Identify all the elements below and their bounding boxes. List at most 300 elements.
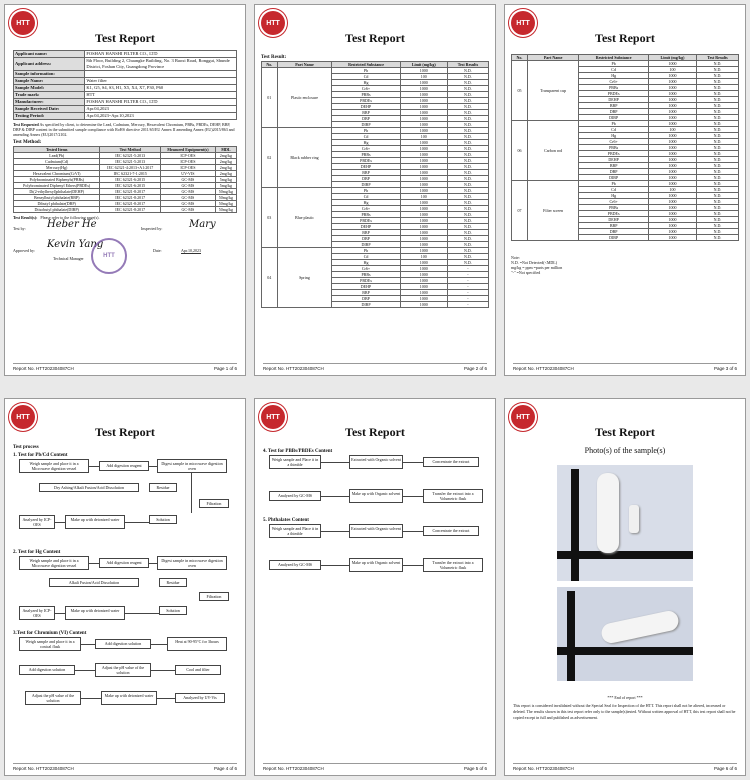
substance-name: DIBP: [579, 175, 649, 181]
flow-step: Filtration: [199, 499, 229, 508]
substance-name: PBBs: [332, 92, 400, 98]
test-result: N.D.: [447, 242, 488, 248]
info-row: [14, 58, 237, 71]
substance-name: PBBs: [332, 212, 400, 218]
test-result: N.D.: [447, 170, 488, 176]
test-result: N.D.: [697, 175, 739, 181]
flow-step: Make up with deionized water: [65, 606, 125, 620]
result-header: No.: [512, 55, 528, 61]
substance-name: Hg: [332, 200, 400, 206]
page-footer: Report No. HTT202304087CH Page 2 of 6: [263, 363, 487, 371]
substance-name: DBP: [579, 109, 649, 115]
substance-name: Pb: [332, 128, 400, 134]
page-title: Test Report: [595, 31, 655, 45]
approved-by-row: Approved by: Kevin Yang Technical Manager HTT Date: Apr.10,2023: [13, 248, 237, 266]
page-title: Test Report: [345, 31, 405, 45]
section-cr6: 3.Test for Chromium (VI) Content: [13, 631, 87, 636]
test-result: N.D.: [697, 97, 739, 103]
limit-value: 1000: [400, 86, 447, 92]
test-result: N.D.: [697, 133, 739, 139]
photos-title: Photo(s) of the sample(s): [584, 446, 666, 455]
info-label: Sample Model:: [14, 85, 85, 92]
limit-value: 1000: [400, 158, 447, 164]
limit-value: 1000: [400, 152, 447, 158]
applicant-info-table: [13, 50, 237, 120]
test-result: N.D.: [697, 73, 739, 79]
flow-step: Add digestion solution: [95, 639, 151, 649]
test-result: N.D.: [697, 205, 739, 211]
limit-value: 1000: [400, 140, 447, 146]
substance-name: PBBs: [332, 272, 400, 278]
substance-name: Cd: [579, 187, 649, 193]
substance-name: PBBs: [579, 145, 649, 151]
limit-value: 1000: [400, 266, 447, 272]
substance-name: BBP: [332, 230, 400, 236]
substance-name: Pb: [332, 188, 400, 194]
limit-value: 1000: [400, 170, 447, 176]
test-result-line: Test Result(s): Please refer to the following page(s).: [13, 215, 100, 220]
method-header: Test Method: [100, 147, 161, 153]
flow-step: Make up with deionized water: [101, 691, 157, 705]
info-label: Applicant address:: [14, 58, 85, 71]
report-page-3: [504, 4, 746, 376]
limit-value: 1000: [400, 224, 447, 230]
test-result: N.D.: [447, 140, 488, 146]
flow-hg: [19, 556, 237, 628]
test-result: N.D.: [697, 157, 739, 163]
limit-value: 1000: [400, 242, 447, 248]
method-cell: 5mg/kg: [215, 183, 236, 189]
part-name: Carbon rod: [527, 121, 578, 181]
method-cell: IEC 62321-8:2017: [100, 189, 161, 195]
limit-value: 1000: [400, 68, 447, 74]
substance-name: Hg: [332, 260, 400, 266]
info-value: Water filter: [85, 78, 237, 85]
limit-value: 1000: [400, 278, 447, 284]
flow-step: Heat at 90-95°C for 3hours: [167, 637, 227, 651]
disclaimer: This report is considered invalidated without the Special Seal for Inspection of the HTT. This report shall not be altered, increased or deleted. The results shown in this test report refer only to the sample(s)tested. Without written approval of HTT, this test report shall not be copied except in full and published as advertisement.: [513, 703, 736, 720]
test-result: N.D.: [697, 139, 739, 145]
substance-name: DEHP: [579, 217, 649, 223]
substance-name: Cd: [332, 134, 400, 140]
flow-step: Dry Ashing/Alkali Fusion/Acid Dissolution: [39, 483, 139, 492]
limit-value: 1000: [400, 122, 447, 128]
substance-name: Cd: [332, 194, 400, 200]
substance-name: DIBP: [332, 122, 400, 128]
part-number: 03: [262, 188, 278, 248]
htt-logo: HTT: [11, 11, 35, 35]
test-by-row: Test by: Heber He Inspected by: Mary: [13, 219, 216, 231]
limit-value: 1000: [400, 104, 447, 110]
flow-step: Weigh sample and place it in a Microwave digestion vessel: [19, 459, 89, 473]
substance-name: Cr6+: [332, 206, 400, 212]
info-row: [14, 99, 237, 106]
test-result: N.D.: [447, 158, 488, 164]
substance-name: Pb: [579, 61, 649, 67]
limit-value: 100: [648, 187, 696, 193]
method-cell: ICP-OES: [161, 159, 216, 165]
test-result: N.D.: [697, 67, 739, 73]
result-header: Test Results: [447, 62, 488, 68]
test-result: N.D.: [447, 164, 488, 170]
htt-logo: HTT: [11, 405, 35, 429]
limit-value: 1000: [400, 284, 447, 290]
test-result: N.D.: [447, 236, 488, 242]
limit-value: 1000: [648, 85, 696, 91]
method-cell: GC-MS: [161, 195, 216, 201]
limit-value: 1000: [648, 133, 696, 139]
limit-value: 1000: [648, 229, 696, 235]
part-name: Transparent cup: [527, 61, 578, 121]
method-cell: Mercury(Hg): [14, 165, 100, 171]
part-name: Spring: [277, 248, 332, 308]
test-result: N.D.: [697, 211, 739, 217]
limit-value: 1000: [648, 205, 696, 211]
method-cell: 5mg/kg: [215, 177, 236, 183]
method-cell: 50mg/kg: [215, 207, 236, 213]
substance-name: Pb: [579, 121, 649, 127]
method-header: Measured Equipment(s): [161, 147, 216, 153]
substance-name: PBDEs: [332, 278, 400, 284]
result-header: Test Results: [697, 55, 739, 61]
flow-step: Analyzed by GC-MS: [269, 491, 321, 501]
test-result-table: [511, 54, 739, 241]
method-cell: Di(2-ethylhexyl)phthalate(DEHP): [14, 189, 100, 195]
method-cell: UV-VIS: [161, 171, 216, 177]
flow-step: Filtration: [199, 592, 229, 601]
flow-step: Extracted with Organic solvent: [349, 524, 403, 538]
limit-value: 1000: [400, 296, 447, 302]
test-result-table: [261, 61, 489, 308]
test-result: N.D.: [447, 110, 488, 116]
info-value: Apr.04,2023: [85, 106, 237, 113]
method-cell: Benzylbutyl phthalate(BBP): [14, 195, 100, 201]
limit-value: 1000: [648, 79, 696, 85]
info-row: [14, 51, 237, 58]
test-result: N.D.: [447, 134, 488, 140]
report-page-5: [254, 398, 496, 776]
limit-value: 1000: [648, 139, 696, 145]
test-result: N.D.: [697, 217, 739, 223]
substance-name: BBP: [332, 170, 400, 176]
substance-name: PBDEs: [579, 151, 649, 157]
test-result: N.D.: [447, 200, 488, 206]
method-cell: 50mg/kg: [215, 201, 236, 207]
substance-name: DBP: [332, 176, 400, 182]
method-cell: ICP-OES: [161, 153, 216, 159]
method-cell: Diisobutyl phthalate(DIBP): [14, 207, 100, 213]
page-footer: Report No. HTT202304087CH Page 5 of 6: [263, 763, 487, 771]
page-title: Test Report: [95, 31, 155, 45]
flow-step: Transfer the extract into a Volumetric flask: [423, 558, 483, 572]
limit-value: 1000: [648, 235, 696, 241]
info-label: Manufacturer:: [14, 99, 85, 106]
flow-step: Add digestion reagent: [99, 558, 149, 568]
result-header: Restricted Substance: [579, 55, 649, 61]
limit-value: 1000: [400, 200, 447, 206]
test-method-heading: Test Method:: [13, 140, 42, 145]
test-result: N.D.: [447, 230, 488, 236]
page-title: Test Report: [345, 425, 405, 439]
test-result: N.D.: [697, 229, 739, 235]
test-result: N.D.: [447, 146, 488, 152]
test-result: N.D.: [447, 116, 488, 122]
method-cell: IEC 62321-5:2013: [100, 153, 161, 159]
limit-value: 1000: [400, 146, 447, 152]
info-label: Applicant name:: [14, 51, 85, 58]
limit-value: 1000: [648, 169, 696, 175]
substance-name: DEHP: [332, 164, 400, 170]
test-result: -: [447, 284, 488, 290]
substance-name: Hg: [579, 133, 649, 139]
method-cell: GC-MS: [161, 189, 216, 195]
test-result: N.D.: [697, 223, 739, 229]
section-phthalates: 5. Phthalates Content: [263, 518, 309, 523]
inspect-signature: Mary: [189, 219, 216, 230]
limit-value: 1000: [648, 193, 696, 199]
substance-name: Pb: [579, 181, 649, 187]
flow-step: Add digestion solution: [19, 665, 75, 675]
result-header: Part Name: [527, 55, 578, 61]
limit-value: 1000: [400, 98, 447, 104]
limit-value: 1000: [400, 110, 447, 116]
substance-name: Cr6+: [579, 199, 649, 205]
test-result: N.D.: [447, 176, 488, 182]
report-page-6: [504, 398, 746, 776]
test-result: N.D.: [697, 103, 739, 109]
info-label: Trade mark:: [14, 92, 85, 99]
substance-name: PBDEs: [579, 91, 649, 97]
flow-step: Adjust the pH value of the solution: [25, 691, 81, 705]
report-page-2: [254, 4, 496, 376]
info-row: [14, 106, 237, 113]
test-result: -: [447, 290, 488, 296]
test-result: N.D.: [697, 61, 739, 67]
test-result: N.D.: [697, 145, 739, 151]
method-cell: GC-MS: [161, 201, 216, 207]
substance-name: DBP: [332, 296, 400, 302]
substance-name: DIBP: [332, 182, 400, 188]
test-result: N.D.: [447, 152, 488, 158]
substance-name: DEHP: [332, 284, 400, 290]
method-header: MDL: [215, 147, 236, 153]
flow-cr6: [19, 637, 237, 717]
substance-name: DBP: [332, 116, 400, 122]
limit-value: 1000: [400, 260, 447, 266]
limit-value: 100: [400, 194, 447, 200]
substance-name: DBP: [579, 169, 649, 175]
substance-name: BBP: [579, 163, 649, 169]
test-result: -: [447, 278, 488, 284]
limit-value: 1000: [648, 97, 696, 103]
method-cell: GC-MS: [161, 177, 216, 183]
substance-name: PBBs: [579, 205, 649, 211]
flow-step: Weigh sample and Place it in a thimble: [269, 455, 321, 469]
substance-name: Cd: [579, 67, 649, 73]
method-cell: IEC 62321-6:2015: [100, 183, 161, 189]
substance-name: PBBs: [579, 85, 649, 91]
notes: Note: N.D. =Not Detected(<MDL) mg/kg = ppm =parts per million "-" =Not specified: [511, 255, 563, 275]
limit-value: 1000: [400, 206, 447, 212]
method-cell: IEC 62321-8:2017: [100, 201, 161, 207]
limit-value: 1000: [400, 182, 447, 188]
limit-value: 1000: [648, 211, 696, 217]
info-row: [14, 71, 237, 78]
info-value: FOSHAN HANSHI FILTER CO., LTD: [85, 51, 237, 58]
test-result: N.D.: [697, 91, 739, 97]
page-footer: Report No. HTT202304087CH Page 4 of 6: [13, 763, 237, 771]
page-footer: Report No. HTT202304087CH Page 1 of 6: [13, 363, 237, 371]
test-result: N.D.: [447, 248, 488, 254]
substance-name: DIBP: [579, 235, 649, 241]
test-result: N.D.: [697, 79, 739, 85]
substance-name: DIBP: [332, 242, 400, 248]
test-requested: Test Requested As specified by client, to determine the Lead, Cadmium, Mercury, Hexavalent Chromium, PBBs, PBDEs, DEHP, BBP, DBP & DIBP content in the submitted sample compliance with RoHS directive 2011/65/EU Annex II amending Annex (EU)2015/863 and amending Annex (EU)2017/2102.: [13, 122, 235, 137]
info-label: Sample information:: [14, 71, 85, 78]
substance-name: PBBs: [332, 152, 400, 158]
method-cell: 2mg/kg: [215, 153, 236, 159]
test-result: N.D.: [697, 181, 739, 187]
flow-step: Make up with deionized water: [65, 515, 125, 529]
method-cell: IEC 62321-8:2017: [100, 195, 161, 201]
limit-value: 1000: [648, 157, 696, 163]
info-value: Apr.04,2023~Apr.10,2023: [85, 113, 237, 120]
method-cell: IEC 62321-4:2013+A1:2017: [100, 165, 161, 171]
limit-value: 1000: [400, 290, 447, 296]
test-result: N.D.: [697, 109, 739, 115]
limit-value: 1000: [648, 199, 696, 205]
page-title: Test Report: [595, 425, 655, 439]
method-cell: Lead(Pb): [14, 153, 100, 159]
limit-value: 1000: [400, 218, 447, 224]
part-name: Plastic enclosure: [277, 68, 332, 128]
method-cell: IEC 62321-7-1:2015: [100, 171, 161, 177]
test-result: N.D.: [697, 151, 739, 157]
method-cell: ICP-OES: [161, 165, 216, 171]
test-result: N.D.: [447, 188, 488, 194]
result-header: Part Name: [277, 62, 332, 68]
info-row: [14, 92, 237, 99]
section-hg: 2. Test for Hg Content: [13, 550, 61, 555]
page-title: Test Report: [95, 425, 155, 439]
flow-step: Residue: [149, 483, 177, 492]
flow-step: Weigh sample and place it in a conical flask: [19, 637, 81, 651]
htt-logo: HTT: [261, 405, 285, 429]
part-number: 06: [512, 121, 528, 181]
method-cell: 2mg/kg: [215, 159, 236, 165]
result-header: Limit (mg/kg): [648, 55, 696, 61]
flow-step: Extracted with Organic solvent: [349, 455, 403, 469]
info-value: HTT: [85, 92, 237, 99]
approve-signature: Kevin Yang: [47, 239, 104, 250]
limit-value: 1000: [648, 223, 696, 229]
limit-value: 100: [648, 67, 696, 73]
limit-value: 100: [400, 134, 447, 140]
test-result: N.D.: [697, 127, 739, 133]
limit-value: 1000: [400, 248, 447, 254]
info-value: FOSHAN HANSHI FILTER CO., LTD: [85, 99, 237, 106]
htt-logo: HTT: [511, 11, 535, 35]
substance-name: PBDEs: [332, 158, 400, 164]
flow-step: Transfer the extract into a Volumetric flask: [423, 489, 483, 503]
substance-name: Pb: [332, 68, 400, 74]
flow-pb-cd: [19, 459, 237, 547]
flow-step: Digest sample in microwave digestion oven: [157, 459, 227, 473]
substance-name: Hg: [332, 140, 400, 146]
substance-name: Hg: [332, 80, 400, 86]
flow-step: Weigh sample and Place it in a thimble: [269, 524, 321, 538]
method-cell: 50mg/kg: [215, 189, 236, 195]
substance-name: Hg: [579, 193, 649, 199]
substance-name: Cd: [332, 254, 400, 260]
test-result: N.D.: [697, 121, 739, 127]
substance-name: DBP: [579, 229, 649, 235]
result-header: No.: [262, 62, 278, 68]
substance-name: BBP: [579, 223, 649, 229]
part-name: Blue plastic: [277, 188, 332, 248]
substance-name: Cr6+: [332, 266, 400, 272]
test-result: -: [447, 296, 488, 302]
flow-step: Alkali Fusion/Acid Dissolution: [49, 578, 139, 587]
end-of-report: *** End of report ***: [607, 695, 643, 700]
limit-value: 1000: [648, 217, 696, 223]
substance-name: Cr6+: [579, 139, 649, 145]
substance-name: DEHP: [579, 97, 649, 103]
info-label: Testing Period:: [14, 113, 85, 120]
part-number: 07: [512, 181, 528, 241]
substance-name: Pb: [332, 248, 400, 254]
flow-step: Residue: [159, 578, 187, 587]
limit-value: 1000: [400, 128, 447, 134]
substance-name: Cd: [332, 74, 400, 80]
test-result: N.D.: [447, 182, 488, 188]
limit-value: 1000: [648, 163, 696, 169]
test-result: N.D.: [697, 193, 739, 199]
substance-name: PBDEs: [332, 218, 400, 224]
substance-name: Cd: [579, 127, 649, 133]
method-cell: IEC 62321-6:2015: [100, 177, 161, 183]
method-header: Tested Items: [14, 147, 100, 153]
test-result: N.D.: [447, 92, 488, 98]
info-row: [14, 85, 237, 92]
substance-name: PBDEs: [579, 211, 649, 217]
test-result: N.D.: [697, 115, 739, 121]
test-result: N.D.: [447, 206, 488, 212]
limit-value: 1000: [400, 164, 447, 170]
section-pb-cd: 1. Test for Pb/Cd Content: [13, 453, 68, 458]
method-cell: Cadmium(Cd): [14, 159, 100, 165]
substance-name: BBP: [579, 103, 649, 109]
test-result: N.D.: [447, 212, 488, 218]
section-pbb-pbde: 4. Test for PBBs/PBDEs Content: [263, 449, 333, 454]
substance-name: DEHP: [332, 104, 400, 110]
page-footer: Report No. HTT202304087CH Page 6 of 6: [513, 763, 737, 771]
flow-step: Make up with Organic solvent: [349, 558, 403, 572]
method-cell: Polybrominated Biphenyls(PBBs): [14, 177, 100, 183]
test-result: N.D.: [447, 260, 488, 266]
limit-value: 1000: [400, 230, 447, 236]
htt-logo: HTT: [511, 405, 535, 429]
substance-name: DIBP: [579, 115, 649, 121]
flow-step: Analyzed by GC-MS: [269, 560, 321, 570]
method-cell: GC-MS: [161, 207, 216, 213]
limit-value: 1000: [648, 109, 696, 115]
flow-step: Make up with Organic solvent: [349, 489, 403, 503]
substance-name: DIBP: [332, 302, 400, 308]
test-result: -: [447, 272, 488, 278]
method-cell: GC-MS: [161, 183, 216, 189]
flow-pbb-pbde: [269, 455, 487, 515]
